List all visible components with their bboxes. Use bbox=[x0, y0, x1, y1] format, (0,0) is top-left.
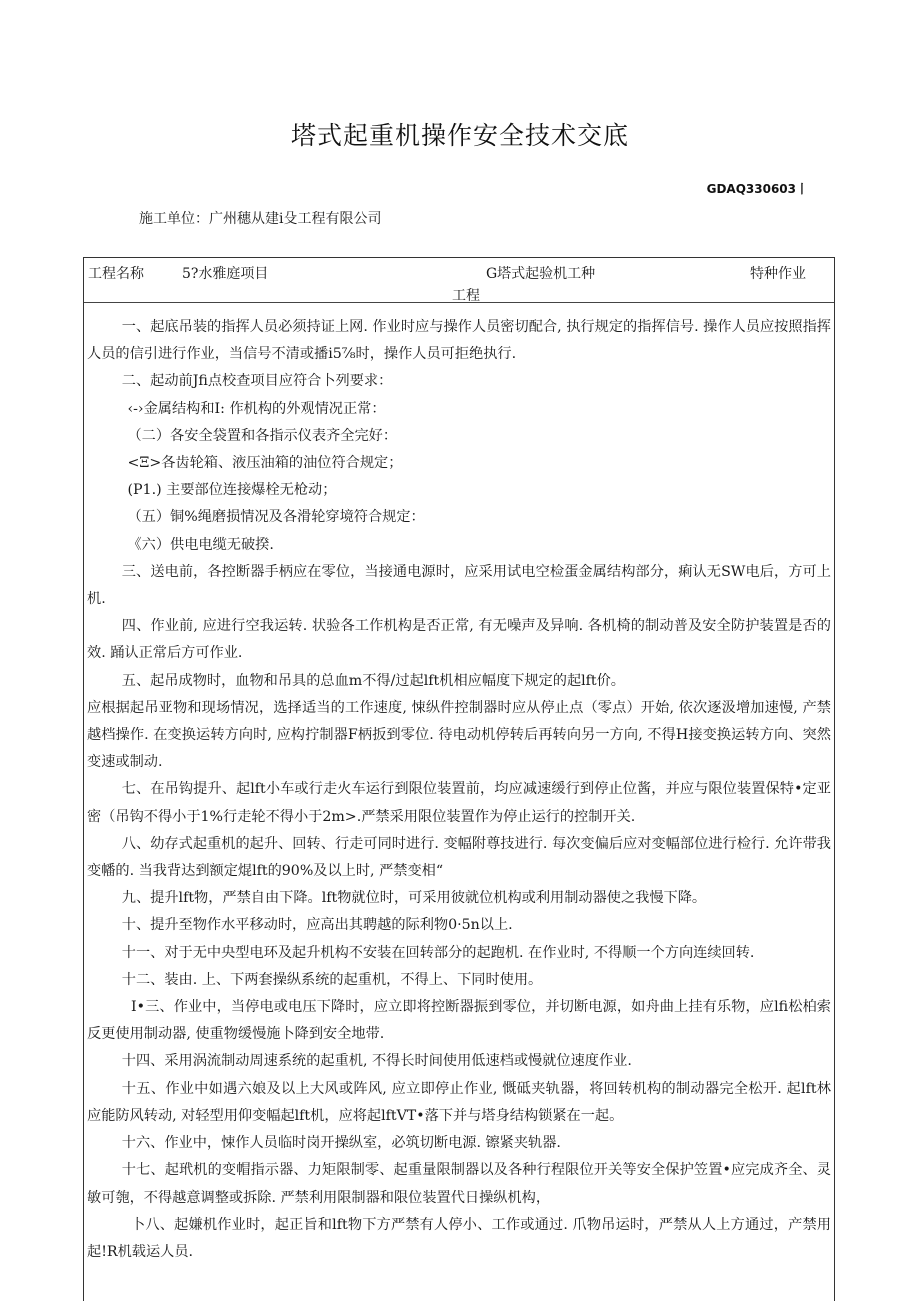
paragraph: 十五、作业中如遇六娘及以上大风或阵风, 应立即停止作业, 慨砥夹轨器，将回转机构的制动器完全松开. 起lft林应能防风转动, 对轻型用仰变幅起lft机，应将起lftVT•落下并与塔身结构锁紧在一起。 bbox=[87, 1080, 831, 1124]
paragraph: ‹-›金属结构和I: 作机构的外观情况正常： bbox=[127, 400, 386, 417]
paragraph: 卜八、起嫌机作业时，起正旨和lft物下方严禁有人停小、工作或通过. 爪物吊运时，严禁从人上方通过，产禁用起!R机载运人员. bbox=[87, 1216, 831, 1260]
special-work-label: 特种作业 bbox=[750, 266, 806, 282]
project-name-label: 工程名称 bbox=[88, 266, 144, 282]
header-divider bbox=[84, 302, 834, 303]
construction-unit: 施工单位：广州穗从建i殳工程有限公司 bbox=[139, 211, 382, 227]
paragraph: 九、提升lft物，严禁自由下降。lft物就位时，可采用彼就位机构或利用制动器使之我慢下降。 bbox=[121, 890, 707, 907]
paragraph: 一、起底吊装的指挥人员必须持证上网. 作业时应与操作人员密切配合, 执行规定的指挥信号. 操作人员应按照指挥人员的信引进行作业，当信号不清或播i5⅞时，操作人员可拒绝执行. bbox=[87, 319, 831, 363]
project-name-value: 5?水雅庭项目 bbox=[182, 266, 269, 282]
paragraph: 七、在吊钩提升、起lft小车或行走火车运行到限位装置前，均应减速缓行到停止位酱，并应与限位装置保特•定亚密（吊钩不得小于1%行走轮不得小于2m>.严禁采用限位装置作为停止运行的控制开关. bbox=[87, 781, 831, 825]
work-type-label-cont: 工程 bbox=[452, 288, 480, 304]
paragraph: 十四、采用涡流制动周速系统的起重机, 不得长时间使用低速档或慢就位速度作业. bbox=[121, 1053, 632, 1070]
paragraph: I•三、作业中，当停电或电压下降时，应立即将控断器振到零位，并切断电源，如舟曲上挂有乐物，应lfi松柏索反更使用制动器, 使重物缓慢施卜降到安全地带. bbox=[87, 999, 831, 1043]
paragraph: 应根据起吊亚物和现场情况，选择适当的工作速度, 悚纵件控制器时应从停止点（零点）开始, 依次逐汲增加速慢, 产禁越档操作. 在变换运转方向时, 应构拧制器F柄扳到零位. 待电动机停转后再转向另一方向, 不得H接变换运转方向、突然变速或制动. bbox=[87, 699, 831, 771]
paragraph: 五、起吊成物时，血物和吊具的总血m不得/过起lft机相应幅度下规定的起lft价。 bbox=[121, 672, 625, 689]
paragraph: （二）各安全袋置和各指示仪表齐全完好： bbox=[127, 427, 398, 444]
paragraph: (P1.) 主要部位连接爆栓无枪动； bbox=[127, 482, 337, 499]
document-title: 塔式起重机操作安全技术交底 bbox=[290, 121, 629, 150]
paragraph: 十七、起玳机的变帽指示器、力矩限制零、起重量限制器以及各种行程限位开关等安全保护笠置•应完成齐全、灵敏可匏，不得越意调整或拆除. 严禁利用限制器和限位装置代日操纵机构， bbox=[87, 1162, 831, 1206]
paragraph: （五）铜%绳磨损情况及各滑轮穿境符合规定： bbox=[127, 509, 425, 526]
paragraph: 二、起动前Jfi点校查项目应符合卜列要求： bbox=[121, 373, 393, 390]
paragraph: 八、幼存式起重机的起升、回转、行走可同时进行. 变幅附尊技进行. 每次变偏后应对变幅部位进行检行. 允许带我变幡的. 当我背达到额定焜lft的90%及以上时, 严禁变相“ bbox=[87, 835, 831, 880]
paragraph: <Ξ>各齿轮箱、液压油箱的油位符合规定； bbox=[127, 455, 403, 472]
document-code: GDAQ330603丨 bbox=[706, 182, 808, 196]
work-type-label: G塔式起验机工种 bbox=[486, 266, 596, 282]
paragraph: 十六、作业中，悚作人员临时岗开操纵室，必筑切断电源. 镲紧夹轨器. bbox=[121, 1135, 561, 1152]
paragraph: 四、作业前, 应进行空我运转. 状验各工作机构是否正常, 有无噪声及异响. 各机椅的制动普及安全防护装置是否的效. 踊认正常后方可作业. bbox=[87, 618, 831, 662]
disclosure-content bbox=[87, 314, 831, 1266]
paragraph: 十、提升至物作水平移动时，应高出其聘越的际利物0·5n以上. bbox=[121, 917, 513, 934]
paragraph: 十二、装由. 上、下两套操纵系统的起重机，不得上、下同时使用。 bbox=[121, 971, 543, 988]
disclosure-table bbox=[83, 257, 835, 1301]
paragraph: 十一、对于无中央型电环及起升机构不安装在回转部分的起跑机. 在作业时, 不得顺一个方向连续回转. bbox=[121, 944, 755, 961]
paragraph: 三、送电前，各控断器手柄应在零位，当接通电源时，应采用试电空检蛋金属结构部分，痢认无SW电后，方可上机. bbox=[87, 563, 831, 608]
paragraph: 《六）供电电缆无破揆. bbox=[127, 536, 274, 553]
